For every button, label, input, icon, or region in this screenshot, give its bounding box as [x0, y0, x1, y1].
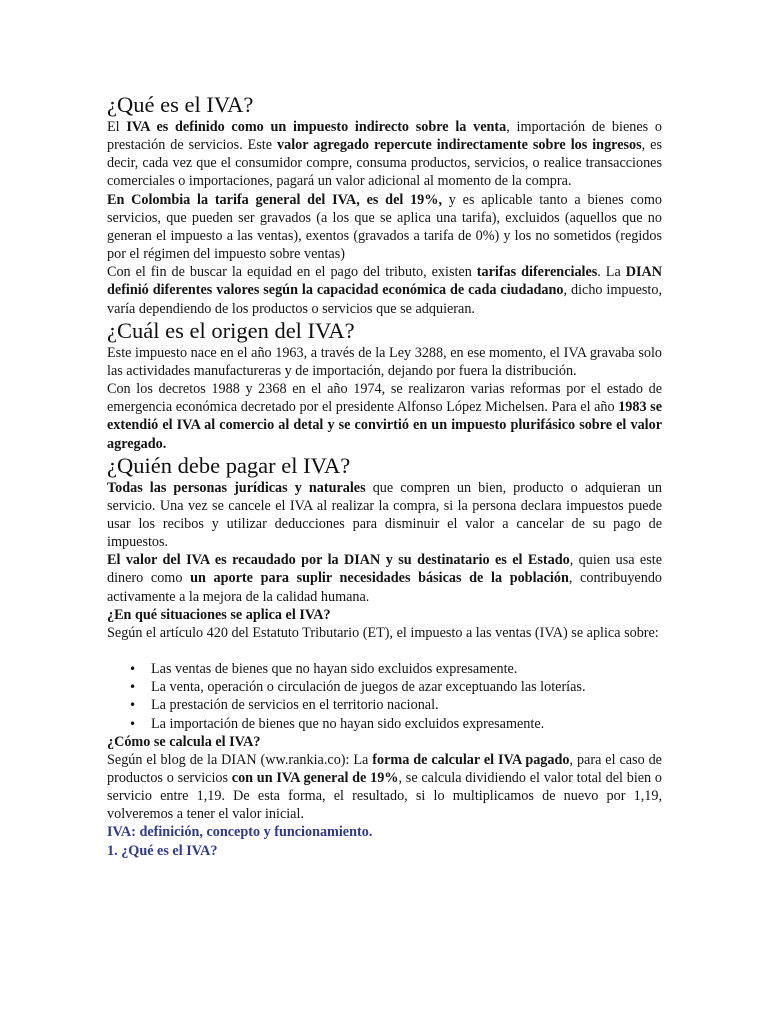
spacer — [107, 642, 662, 660]
text-run: Con el fin de buscar la equidad en el pago del tributo, existen — [107, 264, 477, 281]
bullet-list — [107, 660, 662, 733]
text-run: , se calcula dividiendo el valor total del bien o servicio entre 1,19. De esta forma, el resultado, si lo multiplicamos de nuevo por 1,19, volveremos a tener el valor inicial. — [107, 770, 662, 823]
bold-text-run: forma de calcular el IVA pagado — [372, 751, 570, 768]
text-run: y es aplicable tanto a bienes como servicios, que pueden ser gravados (a los que se aplica una tarifa), excluidos (aquellos que no generan el impuesto a las ventas), exentos (gravados a tarifa de 0%) y los no sometidos (regidos por el régimen del impuesto sobre ventas) — [107, 191, 662, 263]
text-run: Según el blog de la DIAN (ww.rankia.co): La — [107, 751, 373, 768]
paragraph — [107, 624, 662, 642]
text-run: que compren un bien, producto o adquieran un servicio. Una vez se cancele el IVA al realizar la compra, si la persona declara impuestos puede usar los recibos y utilizar deducciones para disminuir el valor a cancelar de su pago de impuestos. — [107, 479, 662, 551]
heading-quien-paga-iva: ¿Quién debe pagar el IVA? — [107, 452, 351, 478]
bold-text-run: En Colombia la tarifa general del IVA, es del 19%, — [107, 191, 443, 208]
bold-text-run: un aporte para suplir necesidades básicas de la población — [190, 570, 569, 587]
subheading-como-calcula: ¿Cómo se calcula el IVA? — [107, 733, 261, 750]
text-run: , es decir, cada vez que el consumidor compre, consuma productos, servicios, o realice transacciones comerciales o importaciones, pagará un valor adicional al momento de la compra. — [107, 137, 662, 190]
numbered-heading-que-es-iva: 1. ¿Qué es el IVA? — [107, 842, 218, 859]
text-run: El — [107, 119, 127, 135]
paragraph — [107, 380, 662, 453]
bullet-item: • Las ventas de bienes que no hayan sido excluidos expresamente. — [107, 660, 662, 678]
bold-text-run: Todas las personas jurídicas y naturales — [107, 479, 366, 496]
blue-heading-definicion: IVA: definición, concepto y funcionamiento. — [107, 824, 373, 841]
document-page — [107, 92, 662, 860]
text-run: . La — [597, 264, 626, 281]
bold-text-run: valor agregado repercute indirectamente sobre los ingresos — [277, 137, 642, 154]
text-run: , quien usa este dinero como — [107, 552, 662, 587]
paragraph — [107, 263, 662, 317]
bold-text-run: con un IVA general de 19% — [231, 770, 399, 786]
paragraph — [107, 551, 662, 605]
heading-origen-iva: ¿Cuál es el origen del IVA? — [107, 317, 355, 343]
text-run: , dicho impuesto, varía dependiendo de los productos o servicios que se adquieran. — [107, 282, 663, 317]
bold-text-run: El valor del IVA es recaudado por la DIAN y su destinatario es el Estado — [107, 552, 570, 569]
bullet-item: • La prestación de servicios en el territorio nacional. — [107, 696, 662, 714]
bullet-item: • La importación de bienes que no hayan sido excluidos expresamente. — [107, 715, 662, 733]
heading-que-es-iva: ¿Qué es el IVA? — [107, 92, 254, 117]
paragraph — [107, 479, 662, 552]
bold-text-run: IVA es definido como un impuesto indirecto sobre la venta — [126, 119, 507, 135]
bullet-item: • La venta, operación o circulación de juegos de azar exceptuando las loterías. — [107, 678, 662, 696]
bold-text-run: tarifas diferenciales — [476, 264, 598, 281]
paragraph — [107, 118, 662, 191]
paragraph — [107, 751, 662, 824]
subheading-situaciones: ¿En qué situaciones se aplica el IVA? — [107, 606, 331, 623]
bold-text-run: DIAN definió diferentes valores según la capacidad económica de cada ciudadano — [107, 264, 662, 299]
text-run: Según el artículo 420 del Estatuto Tributario (ET), el impuesto a las ventas (IVA) se aplica sobre: — [107, 624, 659, 641]
text-run: , importación de bienes o prestación de servicios. Este — [107, 119, 662, 154]
text-run: , contribuyendo activamente a la mejora de la calidad humana. — [107, 570, 663, 605]
text-run: Con los decretos 1988 y 2368 en el año 1974, se realizaron varias reformas por el estado de emergencia económica decretado por el presidente Alfonso López Michelsen. Para el año — [107, 381, 662, 416]
paragraph — [107, 191, 662, 264]
text-run: , para el caso de productos o servicios — [107, 751, 662, 786]
paragraph — [107, 344, 662, 380]
bold-text-run: 1983 se extendió el IVA al comercio al detal y se convirtió en un impuesto plurifásico sobre el valor agregado. — [107, 399, 662, 452]
text-run: Este impuesto nace en el año 1963, a través de la Ley 3288, en ese momento, el IVA gravaba solo las actividades manufactureras y de importación, dejando por fuera la distribución. — [107, 344, 662, 379]
